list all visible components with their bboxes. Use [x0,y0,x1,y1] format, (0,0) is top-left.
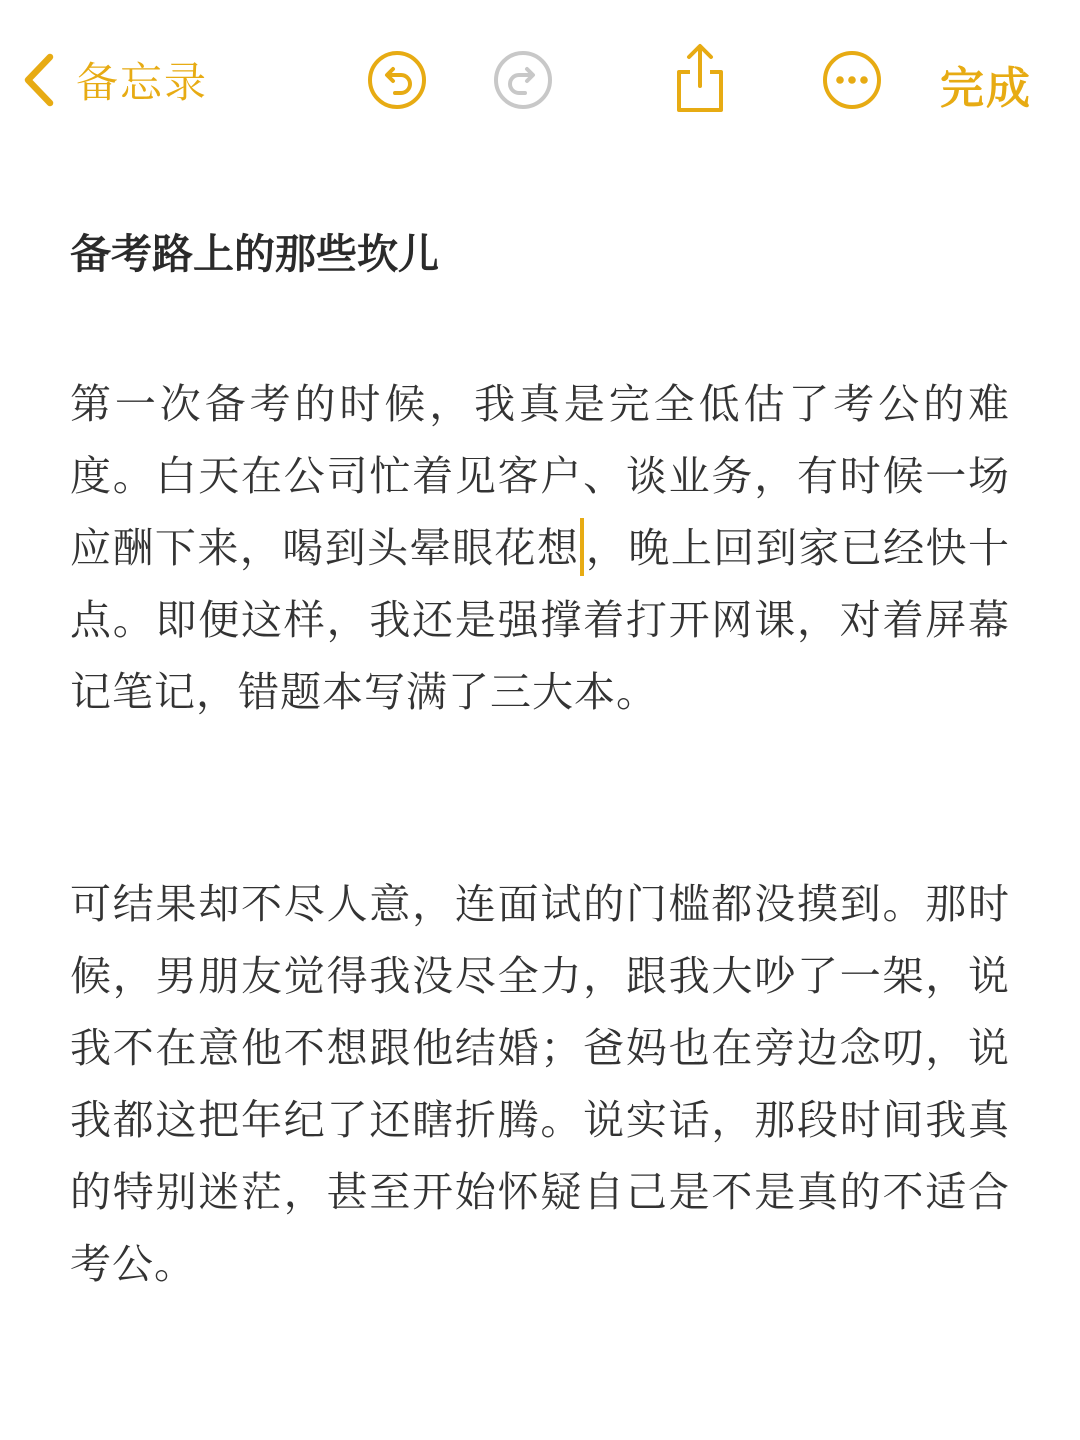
done-button[interactable]: 完成 [940,63,1032,114]
redo-button[interactable] [493,50,553,110]
back-button[interactable] [22,48,208,112]
note-paragraph-1[interactable] [70,368,1010,728]
note-title[interactable]: 备考路上的那些坎儿 [70,230,439,278]
note-paragraph-2[interactable]: 可结果却不尽人意，连面试的门槛都没摸到。那时候，男朋友觉得我没尽全力，跟我大吵了一架，说我不在意他不想跟他结婚；爸妈也在旁边念叨，说我都这把年纪了还瞎折腾。说实话，那段时间我真的特别迷茫，甚至开始怀疑自己是不是真的不适合考公。 [70,880,1010,1288]
note-body[interactable] [70,226,1010,1300]
share-icon [670,42,730,114]
undo-button[interactable] [367,50,427,110]
share-button[interactable] [670,42,730,114]
toolbar [0,0,1080,160]
back-button-label: 备忘录 [76,58,209,107]
paragraph-1-text-after-cursor: ，晚上回到家已经快十点。即便这样，我还是强撑着打开网课，对着屏幕记笔记，错题本写满了三大本。 [70,524,1011,716]
more-icon [822,50,882,110]
redo-icon [493,50,553,110]
chevron-left-icon [22,52,56,108]
undo-icon [367,50,427,110]
paragraph-1-text-before-cursor: 第一次备考的时候，我真是完全低估了考公的难度。白天在公司忙着见客户、谈业务，有时候一场应酬下来，喝到头晕眼花想 [70,380,1010,572]
text-cursor [580,518,584,576]
more-button[interactable] [822,50,882,110]
